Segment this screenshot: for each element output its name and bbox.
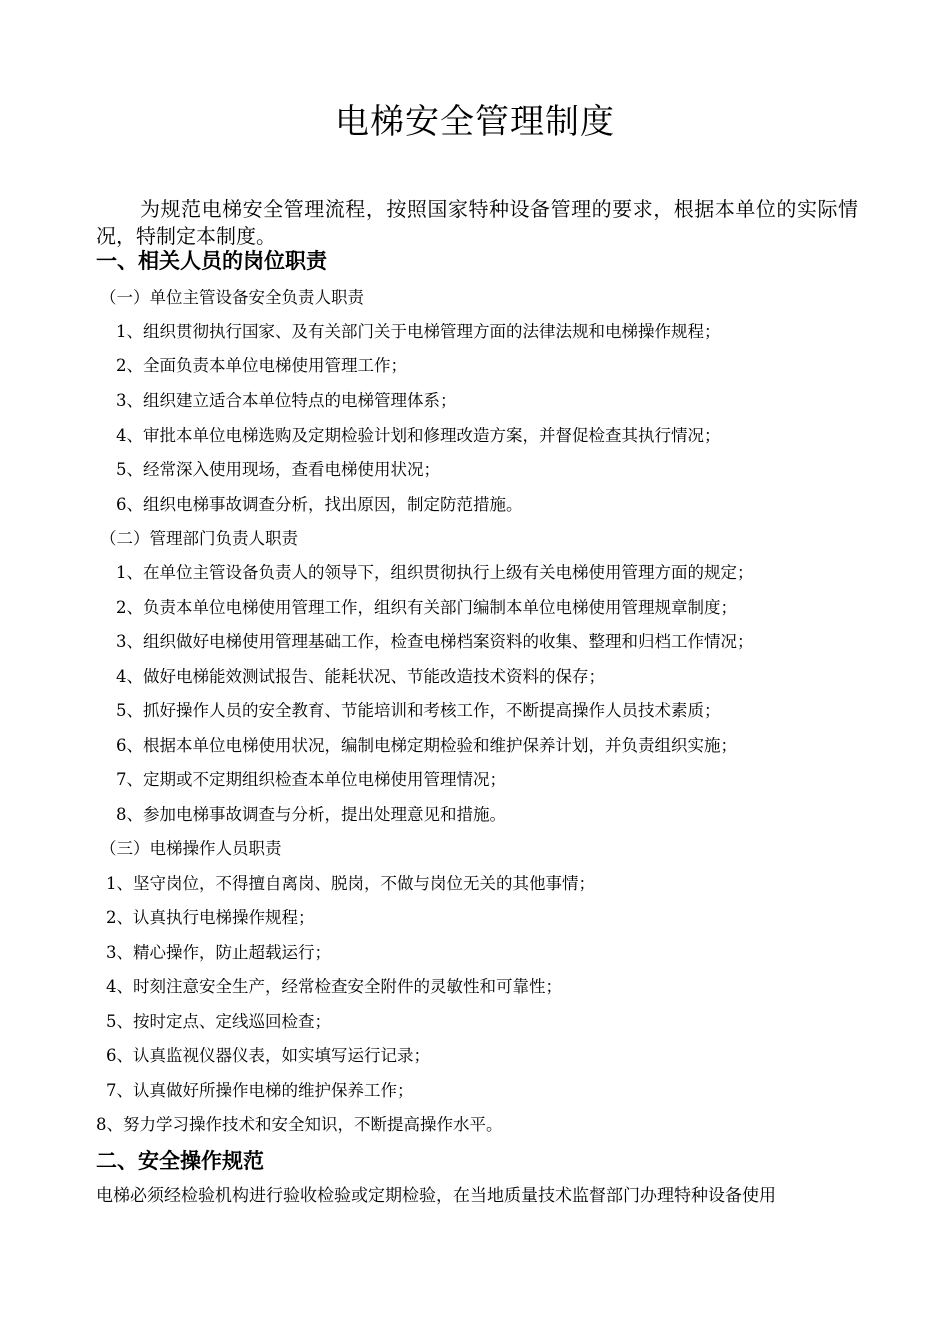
list-item: 7、认真做好所操作电梯的维护保养工作； — [106, 1081, 414, 1100]
list-item: 1、在单位主管设备负责人的领导下，组织贯彻执行上级有关电梯使用管理方面的规定； — [116, 563, 754, 582]
list-item: 8、参加电梯事故调查与分析，提出处理意见和措施。 — [116, 805, 506, 824]
list-item: 2、负责本单位电梯使用管理工作，组织有关部门编制本单位电梯使用管理规章制度； — [116, 598, 737, 617]
subsection-heading-3: （三）电梯操作人员职责 — [100, 839, 282, 858]
intro-paragraph: 为规范电梯安全管理流程，按照国家特种设备管理的要求，根据本单位的实际情况，特制定本制度。 — [96, 197, 858, 248]
list-item: 2、认真执行电梯操作规程； — [106, 908, 315, 927]
list-item: 7、定期或不定期组织检查本单位电梯使用管理情况； — [116, 770, 506, 789]
list-item: 4、做好电梯能效测试报告、能耗状况、节能改造技术资料的保存； — [116, 667, 605, 686]
list-item: 5、抓好操作人员的安全教育、节能培训和考核工作，不断提高操作人员技术素质； — [116, 701, 721, 720]
list-item: 6、根据本单位电梯使用状况，编制电梯定期检验和维护保养计划，并负责组织实施； — [116, 736, 737, 755]
list-item: 4、审批本单位电梯选购及定期检验计划和修理改造方案，并督促检查其执行情况； — [116, 426, 721, 445]
list-item: 1、组织贯彻执行国家、及有关部门关于电梯管理方面的法律法规和电梯操作规程； — [116, 322, 721, 341]
list-item: 8、努力学习操作技术和安全知识，不断提高操作水平。 — [96, 1115, 503, 1134]
subsection-heading-1: （一）单位主管设备安全负责人职责 — [100, 288, 364, 307]
list-item: 3、组织做好电梯使用管理基础工作，检查电梯档案资料的收集、整理和归档工作情况； — [116, 632, 754, 651]
section-heading-1: 一、相关人员的岗位职责 — [96, 248, 327, 273]
section-2-paragraph: 电梯必须经检验机构进行验收检验或定期检验，在当地质量技术监督部门办理特种设备使用 — [96, 1186, 776, 1206]
list-item: 2、全面负责本单位电梯使用管理工作； — [116, 356, 407, 375]
list-item: 6、认真监视仪器仪表，如实填写运行记录； — [106, 1046, 430, 1065]
section-heading-2: 二、安全操作规范 — [96, 1148, 264, 1173]
list-item: 5、经常深入使用现场，查看电梯使用状况； — [116, 460, 440, 479]
list-item: 3、精心操作，防止超载运行； — [106, 943, 331, 962]
list-item: 6、组织电梯事故调查分析，找出原因，制定防范措施。 — [116, 495, 523, 514]
list-item: 3、组织建立适合本单位特点的电梯管理体系； — [116, 391, 457, 410]
page-title: 电梯安全管理制度 — [335, 102, 615, 142]
list-item: 5、按时定点、定线巡回检查； — [106, 1012, 331, 1031]
subsection-heading-2: （二）管理部门负责人职责 — [100, 529, 298, 548]
list-item: 4、时刻注意安全生产，经常检查安全附件的灵敏性和可靠性； — [106, 977, 562, 996]
list-item: 1、坚守岗位，不得擅自离岗、脱岗，不做与岗位无关的其他事情； — [106, 874, 595, 893]
